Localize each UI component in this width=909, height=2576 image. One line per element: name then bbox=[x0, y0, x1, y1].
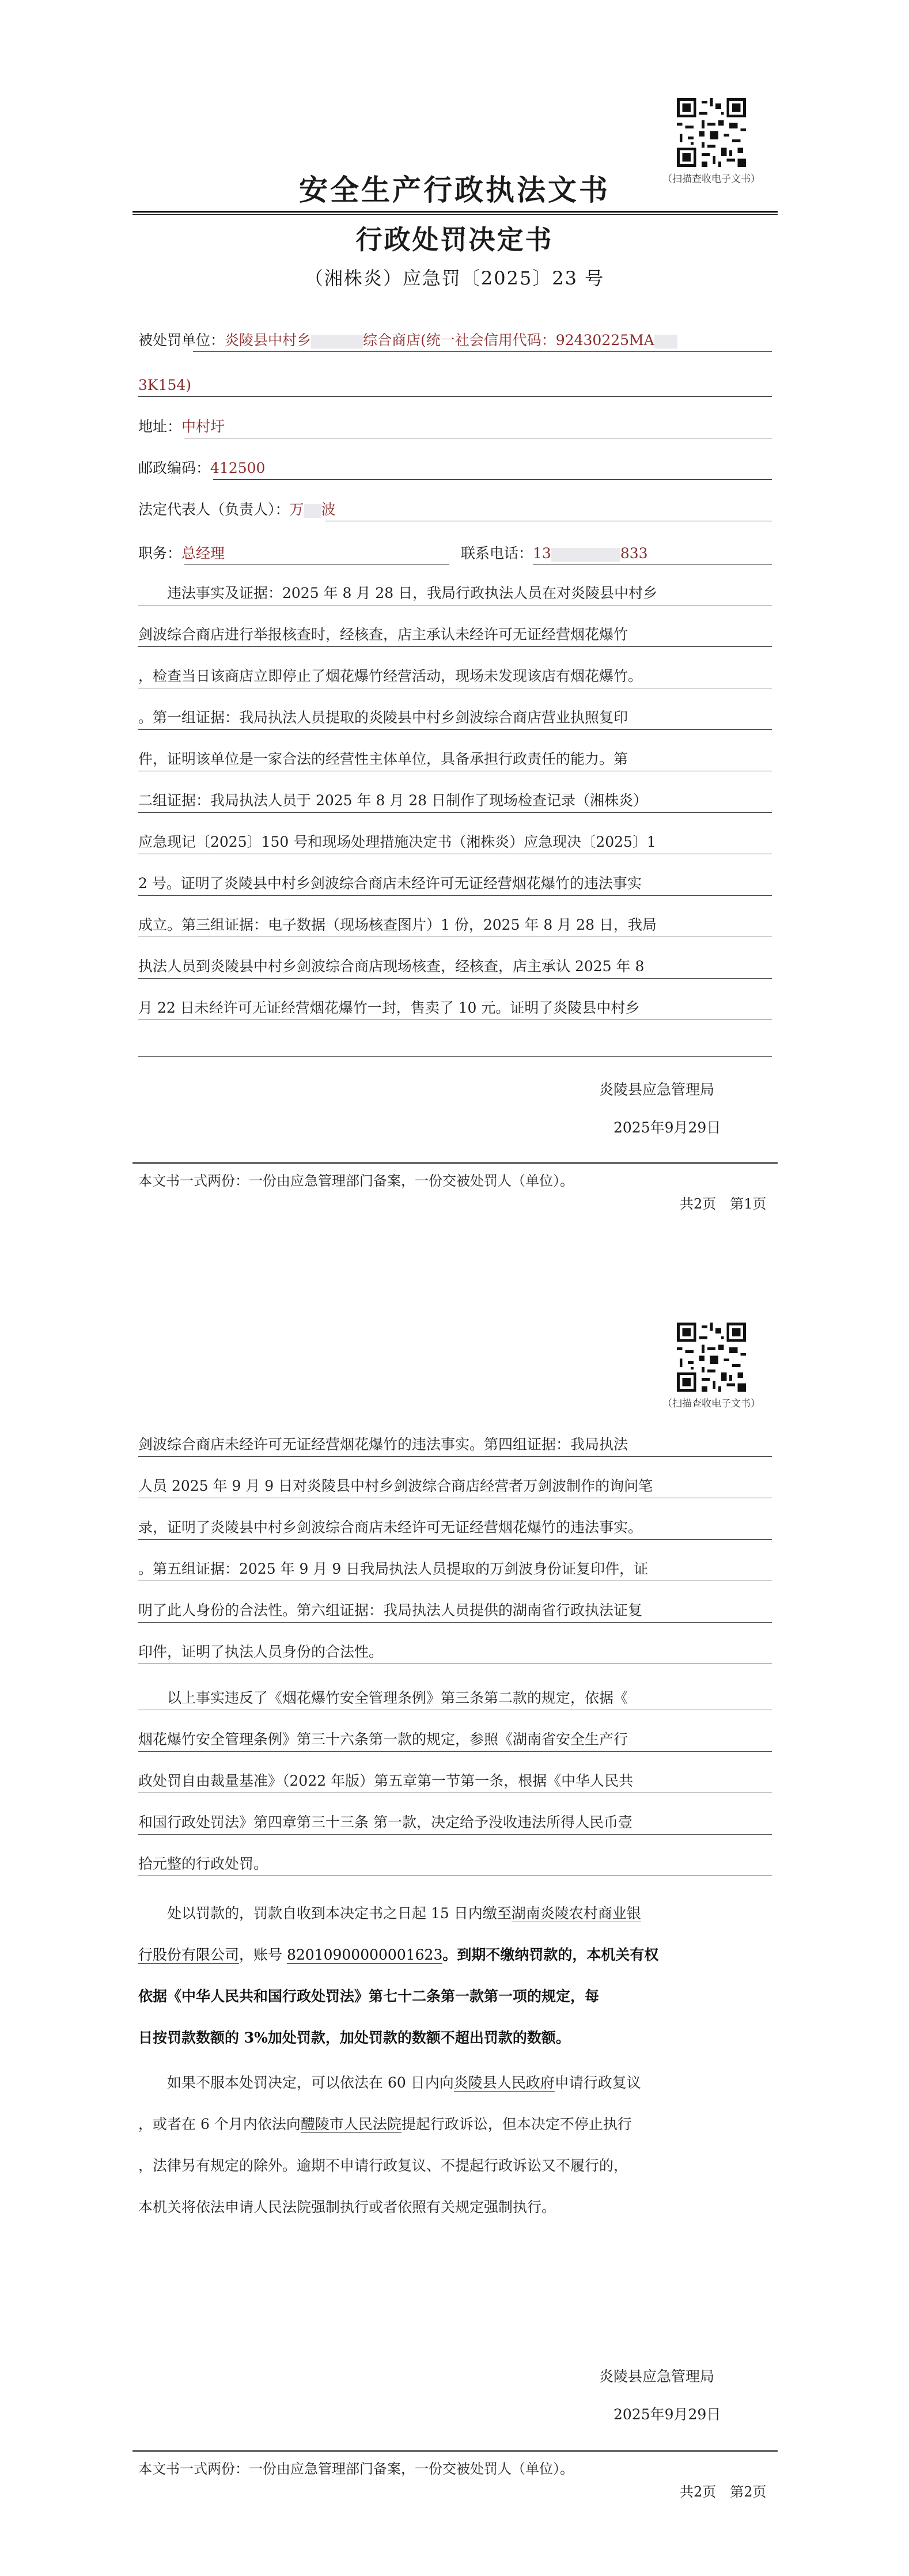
signing-authority: 炎陵县应急管理局 bbox=[599, 1081, 715, 1098]
fact-line: ，检查当日该商店立即停止了烟花爆竹经营活动，现场未发现该店有烟花爆竹。 bbox=[138, 665, 772, 688]
party-label: 被处罚单位： bbox=[138, 332, 225, 348]
rep-field bbox=[138, 500, 336, 520]
rep-label: 法定代表人（负责人）： bbox=[138, 501, 290, 518]
account-number: 82010900000001623 bbox=[286, 1946, 443, 1963]
fact-line: 剑波综合商店进行举报核查时，经核查，店主承认未经许可无证经营烟花爆竹 bbox=[138, 623, 772, 647]
rep-value-b: 波 bbox=[321, 501, 336, 518]
fact-line: 人员 2025 年 9 月 9 日对炎陵县中村乡剑波综合商店经营者万剑波制作的询问笔 bbox=[138, 1475, 772, 1498]
basis-line: 拾元整的行政处罚。 bbox=[138, 1853, 772, 1876]
court-name: 醴陵市人民法院 bbox=[300, 2116, 402, 2132]
fact-line: 2 号。证明了炎陵县中村乡剑波综合商店未经许可无证经营烟花爆竹的违法事实 bbox=[138, 872, 772, 896]
title-divider-thick bbox=[132, 211, 778, 213]
fact-line: 违法事实及证据：2025 年 8 月 28 日，我局行政执法人员在对炎陵县中村乡 bbox=[138, 582, 772, 605]
payment-line-2 bbox=[138, 1944, 772, 1967]
fact-line: 录，证明了炎陵县中村乡剑波综合商店未经许可无证经营烟花爆竹的违法事实。 bbox=[138, 1516, 772, 1540]
appeal-text: ，或者在 6 个月内依法向 bbox=[138, 2116, 301, 2132]
redaction-mark bbox=[304, 504, 321, 518]
appeal-line-1 bbox=[138, 2071, 772, 2094]
qr-code-icon[interactable] bbox=[677, 1323, 746, 1392]
appeal-text: 如果不服本处罚决定，可以依法在 60 日内向 bbox=[167, 2074, 454, 2091]
payment-text: 处以罚款的，罚款自收到本决定书之日起 15 日内缴至 bbox=[167, 1905, 512, 1922]
rep-value: 万 bbox=[289, 501, 304, 518]
fact-line: 执法人员到炎陵县中村乡剑波综合商店现场核查，经核查，店主承认 2025 年 8 bbox=[138, 955, 772, 979]
signing-date: 2025年9月29日 bbox=[613, 2406, 721, 2423]
fact-line: 应急现记〔2025〕150 号和现场处理措施决定书（湘株炎）应急现决〔2025〕1 bbox=[138, 831, 772, 854]
fact-line: 。第一组证据：我局执法人员提取的炎陵县中村乡剑波综合商店营业执照复印 bbox=[138, 706, 772, 730]
phone-field bbox=[461, 544, 648, 563]
signing-date: 2025年9月29日 bbox=[613, 1119, 721, 1136]
appeal-text: 申请行政复议 bbox=[554, 2074, 641, 2091]
redaction-mark bbox=[311, 335, 363, 348]
underline bbox=[138, 1056, 772, 1057]
payment-line-4: 日按罚款数额的 3%加处罚款，加处罚款的数额不超出罚款的数额。 bbox=[138, 2029, 570, 2046]
appeal-text: 提起行政诉讼，但本决定不停止执行 bbox=[401, 2116, 632, 2132]
basis-line: 以上事实违反了《烟花爆竹安全管理条例》第三条第二款的规定，依据《 bbox=[138, 1687, 772, 1710]
party-field bbox=[138, 331, 677, 350]
payment-line-1 bbox=[138, 1902, 772, 1925]
basis-line: 烟花爆竹安全管理条例》第三十六条第一款的规定，参照《湖南省安全生产行 bbox=[138, 1728, 772, 1752]
fact-line: 。第五组证据：2025 年 9 月 9 日我局执法人员提取的万剑波身份证复印件，证 bbox=[138, 1558, 772, 1581]
basis-line: 和国行政处罚法》第四章第三十三条 第一款，决定给予没收违法所得人民币壹 bbox=[138, 1811, 772, 1835]
qr-caption: （扫描查收电子文书） bbox=[662, 173, 760, 185]
qr-caption: （扫描查收电子文书） bbox=[662, 1398, 760, 1410]
appeal-line-3: ，法律另有规定的除外。逾期不申请行政复议、不提起行政诉讼又不履行的， bbox=[138, 2157, 628, 2174]
document-page-2 bbox=[0, 1288, 909, 2576]
payment-warning: 。到期不缴纳罚款的，本机关有权 bbox=[442, 1946, 659, 1963]
fact-line: 明了此人身份的合法性。第六组证据：我局执法人员提供的湖南省行政执法证复 bbox=[138, 1599, 772, 1623]
phone-value-b: 833 bbox=[620, 545, 648, 562]
party-value: 炎陵县中村乡 bbox=[225, 332, 312, 348]
appeal-line-4: 本机关将依法申请人民法院强制执行或者依照有关规定强制执行。 bbox=[138, 2199, 556, 2215]
fact-line: 印件，证明了执法人员身份的合法性。 bbox=[138, 1641, 772, 1664]
page-number: 共2页 第2页 bbox=[680, 2484, 767, 2500]
postcode-label: 邮政编码： bbox=[138, 460, 211, 476]
redaction-mark bbox=[551, 548, 620, 562]
fact-line: 件，证明该单位是一家合法的经营性主体单位，具备承担行政责任的能力。第 bbox=[138, 748, 772, 771]
postcode-value: 412500 bbox=[210, 460, 266, 476]
redaction-mark bbox=[654, 335, 677, 348]
review-authority: 炎陵县人民政府 bbox=[453, 2074, 555, 2091]
footer-divider bbox=[132, 2450, 778, 2452]
underline bbox=[213, 479, 772, 480]
address-value: 中村圩 bbox=[181, 418, 225, 435]
title-divider-thin bbox=[132, 214, 778, 215]
bank-name: 湖南炎陵农村商业银 bbox=[511, 1905, 641, 1922]
footer-note: 本文书一式两份：一份由应急管理部门备案，一份交被处罚人（单位）。 bbox=[138, 1173, 574, 1189]
postcode-field bbox=[138, 459, 265, 478]
party-value-c: 3K154) bbox=[138, 377, 192, 393]
fact-line: 成立。第三组证据：电子数据（现场核查图片）1 份，2025 年 8 月 28 日，我局 bbox=[138, 914, 772, 937]
qr-code-icon[interactable] bbox=[677, 98, 746, 167]
position-value: 总经理 bbox=[181, 545, 225, 562]
party-value-b: 综合商店(统一社会信用代码：92430225MA bbox=[363, 332, 654, 348]
footer-divider bbox=[132, 1162, 778, 1164]
footer-note: 本文书一式两份：一份由应急管理部门备案，一份交被处罚人（单位）。 bbox=[138, 2461, 574, 2477]
underline bbox=[138, 396, 772, 397]
address-label: 地址： bbox=[138, 418, 182, 435]
doc-title: 行政处罚决定书 bbox=[355, 224, 554, 255]
page-number: 共2页 第1页 bbox=[680, 1196, 767, 1212]
underline bbox=[193, 351, 772, 352]
bank-name-cont: 行股份有限公司 bbox=[138, 1946, 240, 1963]
signing-authority: 炎陵县应急管理局 bbox=[599, 2368, 715, 2385]
fact-line: 剑波综合商店未经许可无证经营烟花爆竹的违法事实。第四组证据：我局执法 bbox=[138, 1433, 772, 1457]
doc-category-title: 安全生产行政执法文书 bbox=[299, 173, 610, 207]
phone-label: 联系电话： bbox=[461, 545, 533, 562]
doc-number: （湘株炎）应急罚〔2025〕23 号 bbox=[304, 267, 605, 289]
account-label: ，账号 bbox=[239, 1946, 287, 1963]
basis-line: 政处罚自由裁量基准》（2022 年版）第五章第一节第一条，根据《中华人民共 bbox=[138, 1770, 772, 1793]
payment-line-3: 依据《中华人民共和国行政处罚法》第七十二条第一款第一项的规定，每 bbox=[138, 1988, 600, 2005]
position-field bbox=[138, 544, 225, 563]
fact-line: 月 22 日未经许可无证经营烟花爆竹一封，售卖了 10 元。证明了炎陵县中村乡 bbox=[138, 997, 772, 1020]
fact-line: 二组证据：我局执法人员于 2025 年 8 月 28 日制作了现场检查记录（湘株炎） bbox=[138, 789, 772, 813]
position-label: 职务： bbox=[138, 545, 182, 562]
phone-value: 13 bbox=[533, 545, 551, 562]
appeal-line-2 bbox=[138, 2113, 772, 2136]
address-field bbox=[138, 417, 225, 437]
